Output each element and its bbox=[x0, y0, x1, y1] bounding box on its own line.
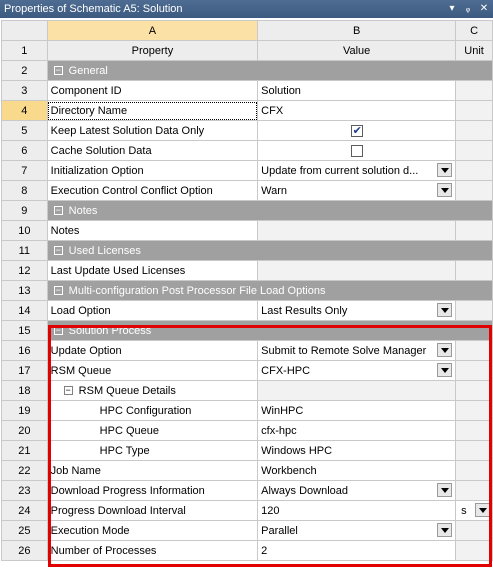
number-of-processes-field[interactable]: 2 bbox=[258, 541, 456, 561]
collapse-icon[interactable]: − bbox=[55, 285, 61, 296]
row-number[interactable]: 7 bbox=[2, 161, 48, 181]
unit-cell bbox=[456, 341, 493, 361]
property-label: HPC Type bbox=[47, 441, 258, 461]
dropdown-value: CFX-HPC bbox=[261, 364, 311, 377]
unit-cell bbox=[456, 221, 493, 241]
cache-solution-checkbox[interactable] bbox=[351, 145, 363, 157]
category-label: Notes bbox=[68, 204, 98, 217]
row-number[interactable]: 3 bbox=[2, 81, 48, 101]
chevron-down-icon[interactable] bbox=[437, 363, 452, 377]
rsm-queue-details-group bbox=[47, 381, 258, 401]
table-row bbox=[2, 361, 493, 381]
property-label: Last Update Used Licenses bbox=[47, 261, 258, 281]
row-number[interactable]: 13 bbox=[2, 281, 48, 301]
table-row bbox=[2, 101, 493, 121]
table-row bbox=[2, 461, 493, 481]
row-number[interactable]: 24 bbox=[2, 501, 48, 521]
category-row-notes bbox=[2, 201, 493, 221]
pin-icon[interactable]: ᵩ bbox=[465, 3, 471, 14]
unit-cell bbox=[456, 461, 493, 481]
download-progress-dropdown[interactable] bbox=[258, 481, 456, 501]
table-row bbox=[2, 41, 493, 61]
category-row-general bbox=[2, 61, 493, 81]
property-label: Progress Download Interval bbox=[47, 501, 258, 521]
property-label: RSM Queue Details bbox=[78, 384, 176, 397]
hpc-queue-value: cfx-hpc bbox=[258, 421, 456, 441]
dropdown-value: Last Results Only bbox=[261, 304, 348, 317]
unit-cell bbox=[456, 521, 493, 541]
property-label: Update Option bbox=[47, 341, 258, 361]
category-post-processor[interactable] bbox=[47, 281, 492, 301]
row-number[interactable]: 26 bbox=[2, 541, 48, 561]
row-number[interactable]: 20 bbox=[2, 421, 48, 441]
column-name-unit: Unit bbox=[456, 41, 493, 61]
load-option-dropdown[interactable] bbox=[258, 301, 456, 321]
row-number[interactable]: 10 bbox=[2, 221, 48, 241]
close-icon[interactable]: ✕ bbox=[479, 3, 489, 14]
job-name-field[interactable]: Workbench bbox=[258, 461, 456, 481]
property-label: Download Progress Information bbox=[47, 481, 258, 501]
unit-cell bbox=[456, 421, 493, 441]
progress-interval-field[interactable]: 120 bbox=[258, 501, 456, 521]
window-title: Properties of Schematic A5: Solution bbox=[4, 3, 183, 15]
unit-cell bbox=[456, 481, 493, 501]
row-number[interactable]: 22 bbox=[2, 461, 48, 481]
row-number[interactable]: 17 bbox=[2, 361, 48, 381]
row-number[interactable]: 12 bbox=[2, 261, 48, 281]
unit-cell bbox=[456, 261, 493, 281]
unit-cell bbox=[456, 81, 493, 101]
collapse-icon[interactable]: − bbox=[55, 205, 61, 216]
properties-grid bbox=[1, 20, 493, 561]
table-row bbox=[2, 541, 493, 561]
table-row bbox=[2, 161, 493, 181]
category-label: Solution Process bbox=[68, 324, 152, 337]
column-header-b[interactable]: B bbox=[258, 21, 456, 41]
collapse-icon[interactable]: − bbox=[55, 325, 61, 336]
row-number[interactable]: 14 bbox=[2, 301, 48, 321]
row-number[interactable]: 8 bbox=[2, 181, 48, 201]
table-row bbox=[2, 301, 493, 321]
table-row bbox=[2, 81, 493, 101]
dropdown-value: Warn bbox=[261, 184, 288, 197]
table-row bbox=[2, 181, 493, 201]
notes-value[interactable] bbox=[258, 221, 456, 241]
keep-latest-checkbox[interactable] bbox=[351, 125, 363, 137]
unit-cell bbox=[456, 441, 493, 461]
column-name-property: Property bbox=[47, 41, 258, 61]
unit-dropdown[interactable] bbox=[456, 501, 493, 521]
row-number[interactable]: 25 bbox=[2, 521, 48, 541]
unit-cell bbox=[456, 381, 493, 401]
row-number[interactable]: 19 bbox=[2, 401, 48, 421]
row-number[interactable]: 6 bbox=[2, 141, 48, 161]
dropdown-value: Parallel bbox=[261, 524, 298, 537]
unit-cell bbox=[456, 141, 493, 161]
column-header-c[interactable]: C bbox=[456, 21, 493, 41]
unit-cell bbox=[456, 181, 493, 201]
used-licenses-value bbox=[258, 261, 456, 281]
dropdown-value: Submit to Remote Solve Manager bbox=[261, 344, 427, 357]
table-row bbox=[2, 521, 493, 541]
property-label: HPC Configuration bbox=[47, 401, 258, 421]
table-row bbox=[2, 421, 493, 441]
update-option-dropdown[interactable] bbox=[258, 341, 456, 361]
chevron-down-icon[interactable] bbox=[437, 183, 452, 197]
row-number[interactable]: 11 bbox=[2, 241, 48, 261]
category-row-solution-process bbox=[2, 321, 493, 341]
row-number[interactable]: 21 bbox=[2, 441, 48, 461]
table-row bbox=[2, 441, 493, 461]
unit-cell bbox=[456, 301, 493, 321]
chevron-down-icon[interactable] bbox=[437, 163, 452, 177]
unit-cell bbox=[456, 401, 493, 421]
dropdown-value: Update from current solution d... bbox=[261, 164, 419, 177]
rsm-queue-dropdown[interactable] bbox=[258, 361, 456, 381]
collapse-icon[interactable]: − bbox=[65, 385, 71, 396]
property-label: Job Name bbox=[47, 461, 258, 481]
corner-cell[interactable] bbox=[2, 21, 48, 41]
category-solution-process[interactable] bbox=[47, 321, 492, 341]
row-number[interactable]: 23 bbox=[2, 481, 48, 501]
chevron-down-icon[interactable] bbox=[437, 483, 452, 497]
row-number[interactable]: 18 bbox=[2, 381, 48, 401]
directory-name-value[interactable]: CFX bbox=[258, 101, 456, 121]
column-header-a[interactable]: A bbox=[47, 21, 258, 41]
property-label: RSM Queue bbox=[47, 361, 258, 381]
property-label: Cache Solution Data bbox=[47, 141, 258, 161]
table-row bbox=[2, 221, 493, 241]
property-label: Notes bbox=[47, 221, 258, 241]
initialization-option-dropdown[interactable] bbox=[258, 161, 456, 181]
chevron-down-icon[interactable] bbox=[437, 343, 452, 357]
category-row-post-processor bbox=[2, 281, 493, 301]
unit-cell bbox=[456, 541, 493, 561]
row-number[interactable]: 5 bbox=[2, 121, 48, 141]
table-row bbox=[2, 501, 493, 521]
column-letter-header bbox=[2, 21, 493, 41]
cache-solution-checkbox-cell bbox=[258, 141, 456, 161]
table-row bbox=[2, 141, 493, 161]
execution-mode-dropdown[interactable] bbox=[258, 521, 456, 541]
table-row bbox=[2, 481, 493, 501]
table-row bbox=[2, 381, 493, 401]
category-label: Used Licenses bbox=[68, 244, 141, 257]
dropdown-value: Always Download bbox=[261, 484, 348, 497]
row-number[interactable]: 9 bbox=[2, 201, 48, 221]
property-label: Execution Mode bbox=[47, 521, 258, 541]
property-label: Load Option bbox=[47, 301, 258, 321]
collapse-icon[interactable]: − bbox=[55, 65, 61, 76]
table-row bbox=[2, 341, 493, 361]
unit-cell bbox=[456, 121, 493, 141]
property-label: Component ID bbox=[47, 81, 258, 101]
row-number[interactable]: 2 bbox=[2, 61, 48, 81]
category-general[interactable] bbox=[47, 61, 492, 81]
row-number[interactable]: 1 bbox=[2, 41, 48, 61]
property-label: Keep Latest Solution Data Only bbox=[47, 121, 258, 141]
unit-value: s bbox=[461, 504, 467, 517]
table-row bbox=[2, 121, 493, 141]
dropdown-menu-icon[interactable]: ▾ bbox=[449, 3, 455, 14]
row-number[interactable]: 16 bbox=[2, 341, 48, 361]
table-row bbox=[2, 401, 493, 421]
category-label: Multi-configuration Post Processor File Load Options bbox=[68, 284, 326, 297]
category-used-licenses[interactable] bbox=[47, 241, 492, 261]
chevron-down-icon[interactable] bbox=[437, 523, 452, 537]
unit-cell bbox=[456, 101, 493, 121]
chevron-down-icon[interactable] bbox=[475, 503, 490, 517]
component-id-value[interactable]: Solution bbox=[258, 81, 456, 101]
collapse-icon[interactable]: − bbox=[55, 245, 61, 256]
column-name-value: Value bbox=[258, 41, 456, 61]
property-label[interactable]: Directory Name bbox=[47, 101, 258, 121]
rsm-queue-details-value bbox=[258, 381, 456, 401]
property-label: Execution Control Conflict Option bbox=[47, 181, 258, 201]
unit-cell bbox=[456, 361, 493, 381]
property-label: HPC Queue bbox=[47, 421, 258, 441]
hpc-configuration-value: WinHPC bbox=[258, 401, 456, 421]
chevron-down-icon[interactable] bbox=[437, 303, 452, 317]
property-label: Initialization Option bbox=[47, 161, 258, 181]
row-number[interactable]: 4 bbox=[2, 101, 48, 121]
hpc-type-value: Windows HPC bbox=[258, 441, 456, 461]
row-number[interactable]: 15 bbox=[2, 321, 48, 341]
table-row bbox=[2, 261, 493, 281]
window-titlebar bbox=[0, 0, 493, 18]
category-label: General bbox=[68, 64, 108, 77]
category-row-used-licenses bbox=[2, 241, 493, 261]
keep-latest-checkbox-cell bbox=[258, 121, 456, 141]
conflict-option-dropdown[interactable] bbox=[258, 181, 456, 201]
category-notes[interactable] bbox=[47, 201, 492, 221]
property-label: Number of Processes bbox=[47, 541, 258, 561]
unit-cell bbox=[456, 161, 493, 181]
